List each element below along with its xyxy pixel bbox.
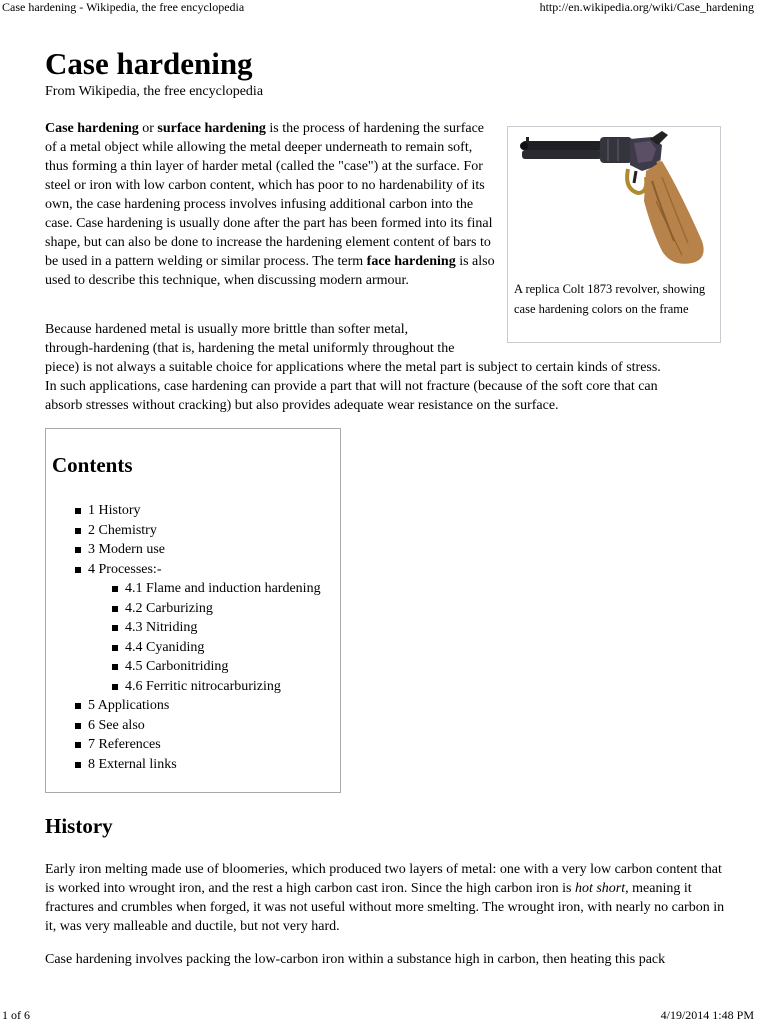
paragraph-brittleness: [45, 320, 725, 415]
toc-item-label[interactable]: 4.6 Ferritic nitrocarburizing: [125, 678, 281, 694]
page-subtitle: From Wikipedia, the free encyclopedia: [45, 84, 264, 99]
history-term-hot-short: hot short: [574, 881, 626, 896]
print-header-title: Case hardening - Wikipedia, the free encyclopedia: [2, 0, 245, 14]
toc-title: Contents: [52, 453, 133, 477]
toc-item-label[interactable]: 8 External links: [88, 756, 177, 772]
toc-item-label[interactable]: 1 History: [88, 503, 141, 518]
history-paragraph-2: Case hardening involves packing the low-carbon iron within a substance high in carbon, then heating this pack: [45, 952, 666, 967]
intro-text-1: is the process of hardening the surface of a metal object while allowing the metal deeper underneath to remain soft, thus forming a thin layer of harder metal (called the "case") at the surface. For steel or iron with low carbon content, which has poor to no hardenability of its own, the case hardening process involves infusing additional carbon into the case. Case hardening is usually done after the part has been formed into its final shape, but can also be done to increase the hardening element content of bars to be used in a pattern welding or similar process. The term: [45, 121, 493, 269]
term-face-hardening: face hardening: [366, 254, 456, 269]
print-footer-timestamp: 4/19/2014 1:48 PM: [660, 1008, 754, 1022]
intro-text-or: or: [138, 121, 158, 136]
image-caption: A replica Colt 1873 revolver, showing case hardening colors on the frame: [514, 282, 706, 316]
paragraph-line: piece) is not always a suitable choice for applications where the metal part is subject to certain kinds of stress.: [45, 360, 661, 375]
toc-item-label[interactable]: 5 Applications: [88, 698, 170, 713]
toc-item-label[interactable]: 7 References: [88, 737, 161, 752]
revolver-image: [512, 131, 718, 276]
intro-text-2: is also used to describe this technique, when discussing modern armour.: [45, 254, 495, 288]
paragraph-line: through-hardening (that is, hardening the metal uniformly throughout the: [45, 341, 455, 356]
toc-item-label[interactable]: 4 Processes:-: [88, 561, 162, 577]
toc-item-label[interactable]: 4.4 Cyaniding: [125, 639, 205, 655]
toc-item-label[interactable]: 6 See also: [88, 717, 145, 733]
section-heading-history: History: [45, 814, 113, 838]
toc-item-label[interactable]: 4.2 Carburizing: [125, 600, 213, 616]
print-footer-page: 1 of 6: [2, 1008, 30, 1022]
paragraph-line: Because hardened metal is usually more brittle than softer metal,: [45, 322, 409, 337]
page-title: Case hardening: [45, 46, 253, 81]
image-thumbnail[interactable]: [507, 126, 721, 343]
history-paragraph-1: [45, 860, 725, 936]
toc-item-label[interactable]: 4.1 Flame and induction hardening: [125, 581, 321, 596]
term-surface-hardening: surface hardening: [157, 121, 266, 136]
history-text-b: , meaning it fractures and crumbles when forged, it was not useful without more smelting. The wrought iron, with nearly no carbon in it, was very malleable and ductile, but not very hard.: [45, 881, 725, 934]
intro-paragraph: [45, 119, 495, 290]
table-of-contents: [45, 428, 341, 793]
toc-item-label[interactable]: 4.3 Nitriding: [125, 620, 198, 635]
paragraph-line: In such applications, case hardening can provide a part that will not fracture (because of the soft core that can: [45, 379, 658, 394]
toc-item-label[interactable]: 4.5 Carbonitriding: [125, 659, 229, 674]
history-text-a: Early iron melting made use of bloomeries, which produced two layers of metal: one with a very low carbon content that is worked into wrought iron, and the rest a high carbon cast iron. Since the high carbon iron is: [45, 862, 722, 896]
toc-item-label[interactable]: 3 Modern use: [88, 542, 165, 557]
print-header-url: http://en.wikipedia.org/wiki/Case_hardening: [539, 0, 754, 14]
term-case-hardening: Case hardening: [45, 121, 139, 136]
paragraph-line: absorb stresses without cracking) but also provides adequate wear resistance on the surface.: [45, 398, 559, 413]
toc-item-label[interactable]: 2 Chemistry: [88, 522, 157, 538]
